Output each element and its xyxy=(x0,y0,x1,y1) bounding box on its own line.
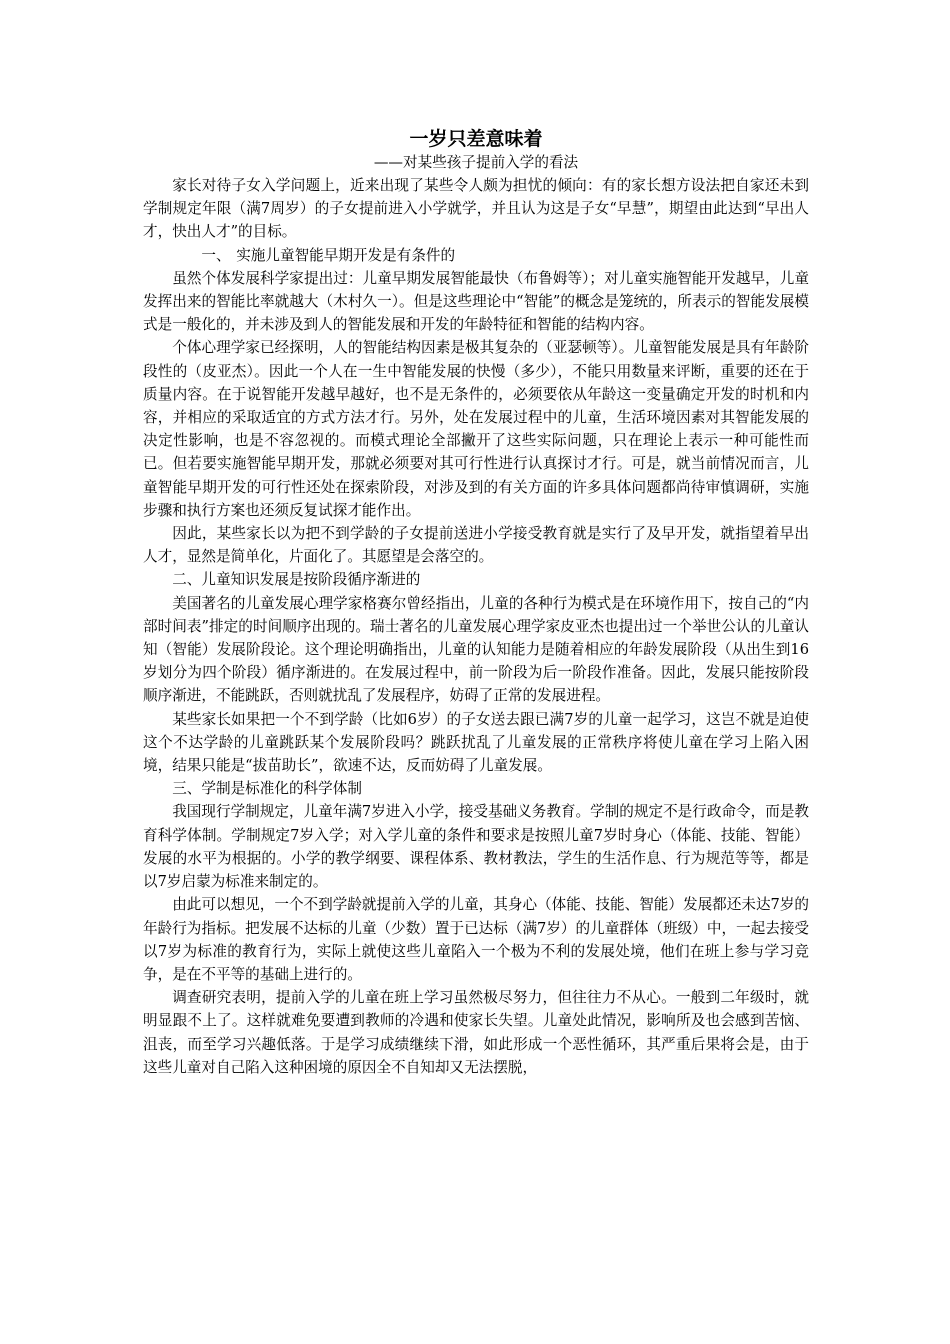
paragraph: 因此，某些家长以为把不到学龄的子女提前送进小学接受教育就是实行了及早开发，就指望着早出人才，显然是简单化，片面化了。其愿望是会落空的。 xyxy=(143,525,809,566)
paragraph: 由此可以想见，一个不到学龄就提前入学的儿童，其身心（体能、技能、智能）发展都还未达7岁的年龄行为指标。把发展不达标的儿童（少数）置于已达标（满7岁）的儿童群体（班级）中，一起去接受以7岁为标准的教育行为，实际上就使这些儿童陷入一个极为不利的发展处境，他们在班上参与学习竞争，是在不平等的基础上进行的。 xyxy=(143,896,810,983)
paragraph: 我国现行学制规定，儿童年满7岁进入小学，接受基础义务教育。学制的规定不是行政命令，而是教育科学体制。学制规定7岁入学；对入学儿童的条件和要求是按照儿童7岁时身心（体能、技能、智能）发展的水平为根据的。小学的教学纲要、课程体系、教材教法，学生的生活作息、行为规范等等，都是以7岁启蒙为标准来制定的。 xyxy=(143,803,810,891)
section-heading-2: 二、儿童知识发展是按阶段循序渐进的 xyxy=(172,571,421,589)
paragraph: 某些家长如果把一个不到学龄（比如6岁）的子女送去跟已满7岁的儿童一起学习，这岂不就是迫使这个不达学龄的儿童跳跃某个发展阶段吗？跳跃扰乱了儿童发展的正常秩序将使儿童在学习上陷入困境，结果只能是“拔苗助长”，欲速不达，反而妨碍了儿童发展。 xyxy=(143,710,809,775)
section-heading-1-number: 一、 xyxy=(201,246,231,264)
section-heading-3: 三、学制是标准化的科学体制 xyxy=(172,780,362,798)
paragraph: 美国著名的儿童发展心理学家格赛尔曾经指出，儿童的各种行为模式是在环境作用下，按自己的“内部时间表”排定的时间顺序出现的。瑞士著名的儿童发展心理学家皮亚杰也提出过一个举世公认的儿童认知（智能）发展阶段论。这个理论明确指出，儿童的认知能力是随着相应的年龄发展阶段（从出生到16岁划分为四个阶段）循序渐进的。在发展过程中，前一阶段为后一阶段作准备。因此，发展只能按阶段顺序渐进，不能跳跃，否则就扰乱了发展程序，妨碍了正常的发展进程。 xyxy=(143,594,809,705)
section-heading-1 xyxy=(143,244,809,267)
document-subtitle: ——对某些孩子提前入学的看法 xyxy=(373,154,579,171)
section-heading-1-text: 实施儿童智能早期开发是有条件的 xyxy=(236,246,456,264)
document-title: 一岁只差意味着 xyxy=(409,128,543,150)
paragraph: 个体心理学家已经探明，人的智能结构因素是极其复杂的（亚瑟顿等）。儿童智能发展是具有年龄阶段性的（皮亚杰）。因此一个人在一生中智能发展的快慢（多少），不能只用数量来评断，重要的还在于质量内容。在于说智能开发越早越好，也不是无条件的，必须要依从年龄这一变量确定开发的时机和内容，并相应的采取适宜的方式方法才行。另外，处在发展过程中的儿童，生活环境因素对其智能发展的决定性影响，也是不容忽视的。而模式理论全部撇开了这些实际问题，只在理论上表示一种可能性而已。但若要实施智能早期开发，那就必须要对其可行性进行认真探讨才行。可是，就当前情况而言，儿童智能早期开发的可行性还处在探索阶段，对涉及到的有关方面的许多具体问题都尚待审慎调研，实施步骤和执行方案也还须反复试探才能作出。 xyxy=(143,339,809,519)
paragraph-intro: 家长对待子女入学问题上，近来出现了某些令人颇为担忧的倾向：有的家长想方设法把自家还未到学制规定年限（满7周岁）的子女提前进入小学就学，并且认为这是子女“早慧”，期望由此达到“早出人才，快出人才”的目标。 xyxy=(143,177,809,241)
paragraph: 调查研究表明，提前入学的儿童在班上学习虽然极尽努力，但往往力不从心。一般到二年级时，就明显跟不上了。这样就难免要遭到教师的冷遇和使家长失望。儿童处此情况，影响所及也会感到苦恼、沮丧，而至学习兴趣低落。于是学习成绩继续下滑，如此形成一个恶性循环，其严重后果将会是，由于这些儿童对自己陷入这种困境的原因全不自知却又无法摆脱， xyxy=(143,989,809,1076)
paragraph: 虽然个体发展科学家提出过：儿童早期发展智能最快（布鲁姆等）；对儿童实施智能开发越早，儿童发挥出来的智能比率就越大（木村久一）。但是这些理论中“智能”的概念是笼统的，所表示的智能发展模式是一般化的，并未涉及到人的智能发展和开发的年龄特征和智能的结构内容。 xyxy=(143,269,809,334)
document-page xyxy=(143,126,809,1079)
